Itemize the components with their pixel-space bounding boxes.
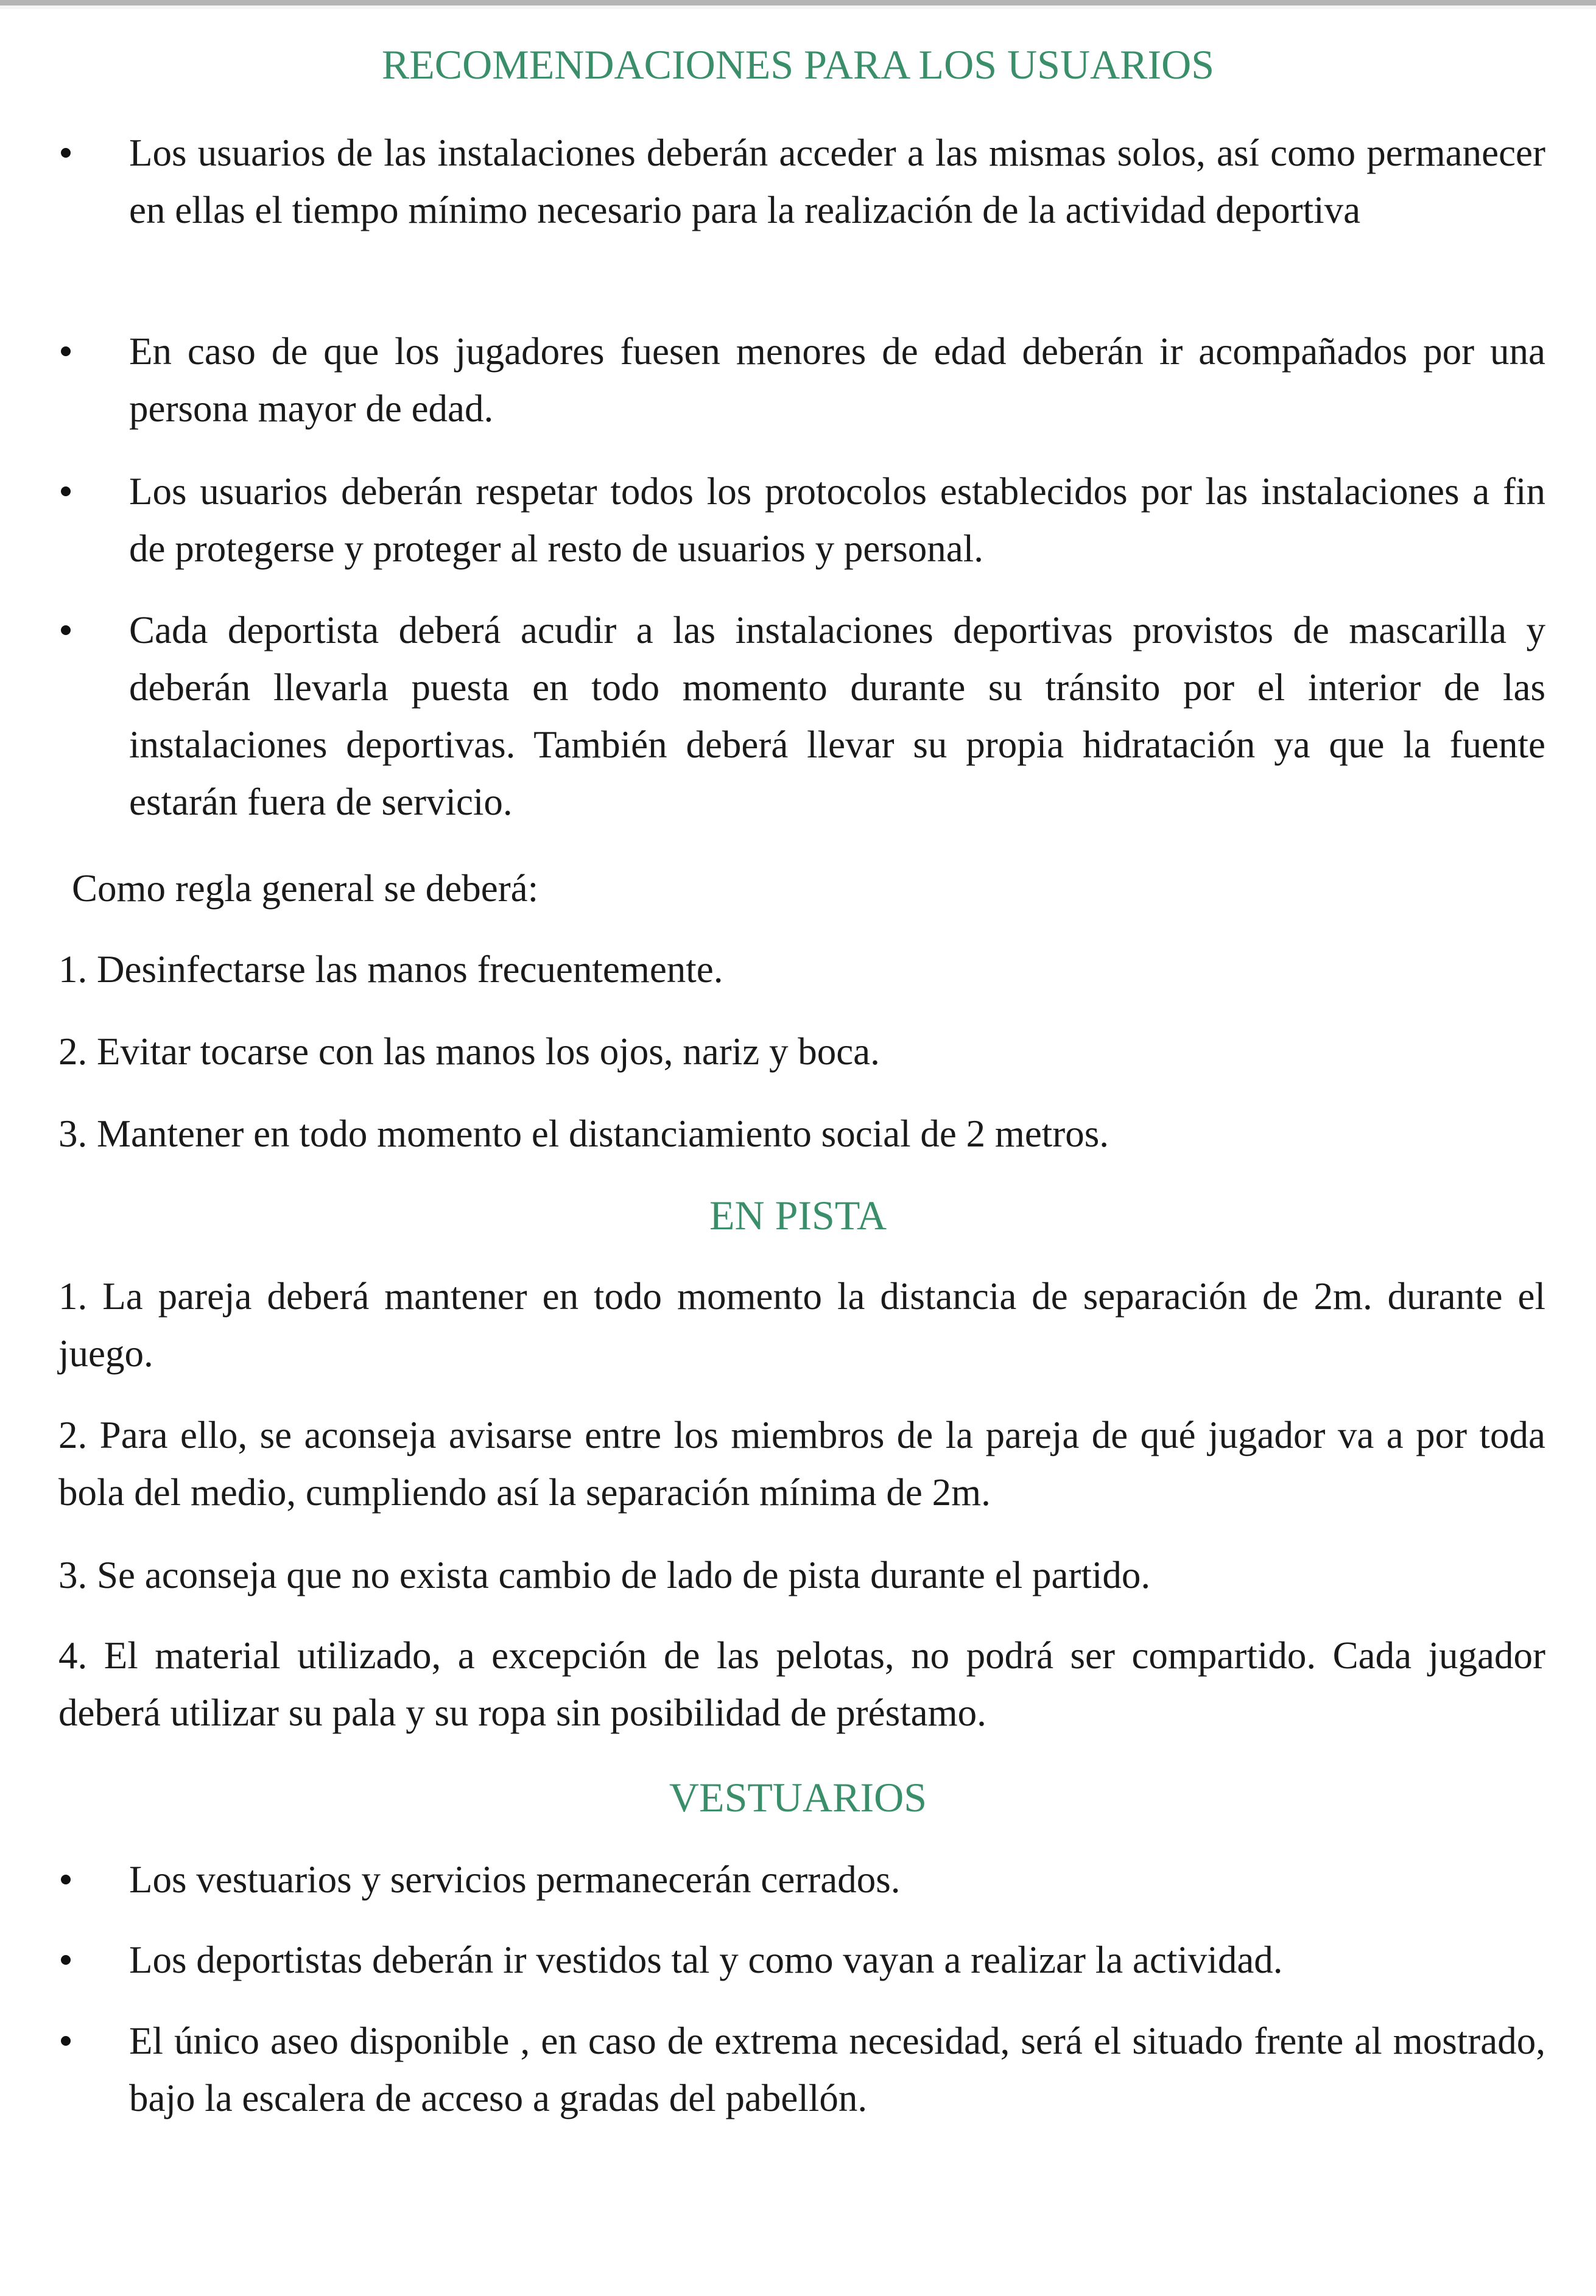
list-item-text: El único aseo disponible , en caso de extrema necesidad, será el situado frente al mostrado, bajo la escalera de acceso a gradas del pabellón. [129, 2020, 1545, 2119]
list-item: 4. El material utilizado, a excepción de las pelotas, no podrá ser compartido. Cada jugador deberá utilizar su pala y su ropa sin posibilidad de préstamo. [58, 1634, 1545, 1734]
top-border [0, 0, 1596, 5]
list-item-text: Los vestuarios y servicios permanecerán cerrados. [129, 1858, 901, 1901]
list-item-text: Los usuarios de las instalaciones deberán acceder a las mismas solos, así como permanecer en ellas el tiempo mínimo necesario para la realización de la actividad deportiva [129, 132, 1545, 231]
list-item-text: En caso de que los jugadores fuesen menores de edad deberán ir acompañados por una persona mayor de edad. [129, 330, 1545, 430]
bullet-icon [61, 346, 71, 356]
list-item: 2. Para ello, se aconseja avisarse entre los miembros de la pareja de qué jugador va a por toda bola del medio, cumpliendo así la separación mínima de 2m. [58, 1414, 1545, 1514]
list-item: 2. Evitar tocarse con las manos los ojos, nariz y boca. [58, 1030, 880, 1073]
section-title-en-pista: EN PISTA [709, 1192, 887, 1238]
bullet-icon [61, 1875, 71, 1884]
general-rule-intro: Como regla general se deberá: [72, 867, 539, 910]
bullet-icon [61, 1955, 71, 1965]
section-title-usuarios: RECOMENDACIONES PARA LOS USUARIOS [381, 41, 1215, 88]
section-title-vestuarios: VESTUARIOS [669, 1774, 927, 1820]
bullet-icon [61, 148, 71, 158]
bullet-icon [61, 2036, 71, 2046]
list-item-text: Los deportistas deberán ir vestidos tal y como vayan a realizar la actividad. [129, 1939, 1283, 1981]
list-item: 3. Se aconseja que no exista cambio de lado de pista durante el partido. [58, 1554, 1151, 1596]
list-item-text: Cada deportista deberá acudir a las instalaciones deportivas provistos de mascarilla y deberán llevarla puesta en todo momento durante su tránsito por el interior de las instalaciones deportivas. También deberá llevar su propia hidratación ya que la fuente estarán fuera de servicio. [129, 609, 1545, 823]
list-item: 1. Desinfectarse las manos frecuentemente. [58, 948, 723, 991]
top-border-shadow [0, 5, 1596, 9]
list-item: 1. La pareja deberá mantener en todo momento la distancia de separación de 2m. durante el juego. [58, 1275, 1545, 1375]
list-item-text: Los usuarios deberán respetar todos los protocolos establecidos por las instalaciones a fin de protegerse y proteger al resto de usuarios y personal. [129, 470, 1545, 570]
list-item: 3. Mantener en todo momento el distanciamiento social de 2 metros. [58, 1112, 1109, 1155]
bullet-icon [61, 486, 71, 496]
bullet-icon [61, 625, 71, 635]
